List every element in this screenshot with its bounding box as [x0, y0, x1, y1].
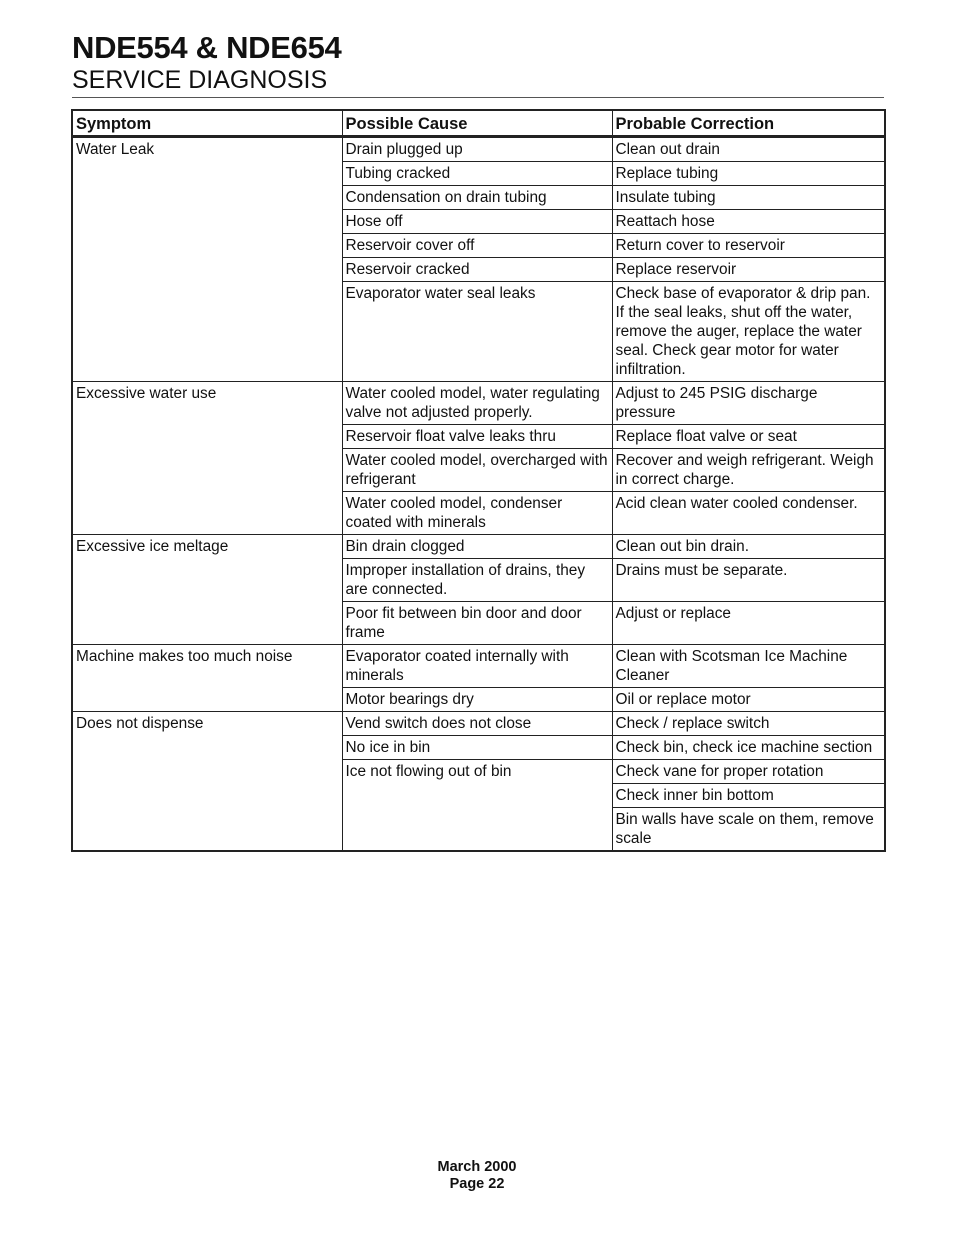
correction-cell: Clean with Scotsman Ice Machine Cleaner: [612, 645, 885, 688]
cause-cell: Vend switch does not close: [342, 712, 612, 736]
correction-cell: Drains must be separate.: [612, 559, 885, 602]
correction-cell: Clean out drain: [612, 137, 885, 162]
cause-cell: Evaporator coated internally with minerals: [342, 645, 612, 688]
correction-cell: Check inner bin bottom: [612, 784, 885, 808]
correction-cell: Bin walls have scale on them, remove scale: [612, 808, 885, 852]
symptom-cell: Excessive water use: [72, 382, 342, 535]
cause-cell: Bin drain clogged: [342, 535, 612, 559]
cause-cell: Drain plugged up: [342, 137, 612, 162]
table-header-row: [72, 110, 885, 137]
correction-cell: Check base of evaporator & drip pan. If the seal leaks, shut off the water, remove the auger, replace the water seal. Check gear motor for water infiltration.: [612, 282, 885, 382]
table-row: [72, 382, 885, 425]
cause-cell: Hose off: [342, 210, 612, 234]
cause-cell: Reservoir cover off: [342, 234, 612, 258]
correction-cell: Insulate tubing: [612, 186, 885, 210]
cause-cell: Ice not flowing out of bin: [342, 760, 612, 852]
table-row: [72, 137, 885, 162]
table-body: [72, 137, 885, 852]
correction-cell: Check vane for proper rotation: [612, 760, 885, 784]
page-title: NDE554 & NDE654: [72, 30, 342, 65]
symptom-cell: Machine makes too much noise: [72, 645, 342, 712]
symptom-cell: Excessive ice meltage: [72, 535, 342, 645]
correction-cell: Check / replace switch: [612, 712, 885, 736]
correction-cell: Replace tubing: [612, 162, 885, 186]
page-subtitle: SERVICE DIAGNOSIS: [72, 66, 328, 94]
cause-cell: Water cooled model, condenser coated with minerals: [342, 492, 612, 535]
cause-cell: Evaporator water seal leaks: [342, 282, 612, 382]
correction-cell: Adjust or replace: [612, 602, 885, 645]
service-diagnosis-table: [71, 109, 886, 852]
cause-cell: Reservoir float valve leaks thru: [342, 425, 612, 449]
footer-page-number: Page 22: [449, 1176, 505, 1192]
table-row: [72, 645, 885, 688]
symptom-cell: Water Leak: [72, 137, 342, 382]
correction-cell: Replace reservoir: [612, 258, 885, 282]
header-symptom: Symptom: [72, 110, 342, 137]
table-row: [72, 535, 885, 559]
correction-cell: Oil or replace motor: [612, 688, 885, 712]
page-footer: [0, 1159, 954, 1193]
symptom-cell: Does not dispense: [72, 712, 342, 852]
cause-cell: Motor bearings dry: [342, 688, 612, 712]
header-probable-correction: Probable Correction: [612, 110, 885, 137]
cause-cell: Improper installation of drains, they are connected.: [342, 559, 612, 602]
correction-cell: Acid clean water cooled condenser.: [612, 492, 885, 535]
header-rule: [72, 97, 884, 98]
correction-cell: Clean out bin drain.: [612, 535, 885, 559]
footer-date: March 2000: [437, 1159, 517, 1175]
correction-cell: Check bin, check ice machine section: [612, 736, 885, 760]
correction-cell: Recover and weigh refrigerant. Weigh in correct charge.: [612, 449, 885, 492]
table-row: [72, 712, 885, 736]
cause-cell: Water cooled model, water regulating valve not adjusted properly.: [342, 382, 612, 425]
cause-cell: Water cooled model, overcharged with refrigerant: [342, 449, 612, 492]
cause-cell: No ice in bin: [342, 736, 612, 760]
page-header: [72, 30, 884, 98]
cause-cell: Condensation on drain tubing: [342, 186, 612, 210]
cause-cell: Poor fit between bin door and door frame: [342, 602, 612, 645]
cause-cell: Reservoir cracked: [342, 258, 612, 282]
correction-cell: Replace float valve or seat: [612, 425, 885, 449]
correction-cell: Adjust to 245 PSIG discharge pressure: [612, 382, 885, 425]
cause-cell: Tubing cracked: [342, 162, 612, 186]
correction-cell: Return cover to reservoir: [612, 234, 885, 258]
correction-cell: Reattach hose: [612, 210, 885, 234]
header-possible-cause: Possible Cause: [342, 110, 612, 137]
